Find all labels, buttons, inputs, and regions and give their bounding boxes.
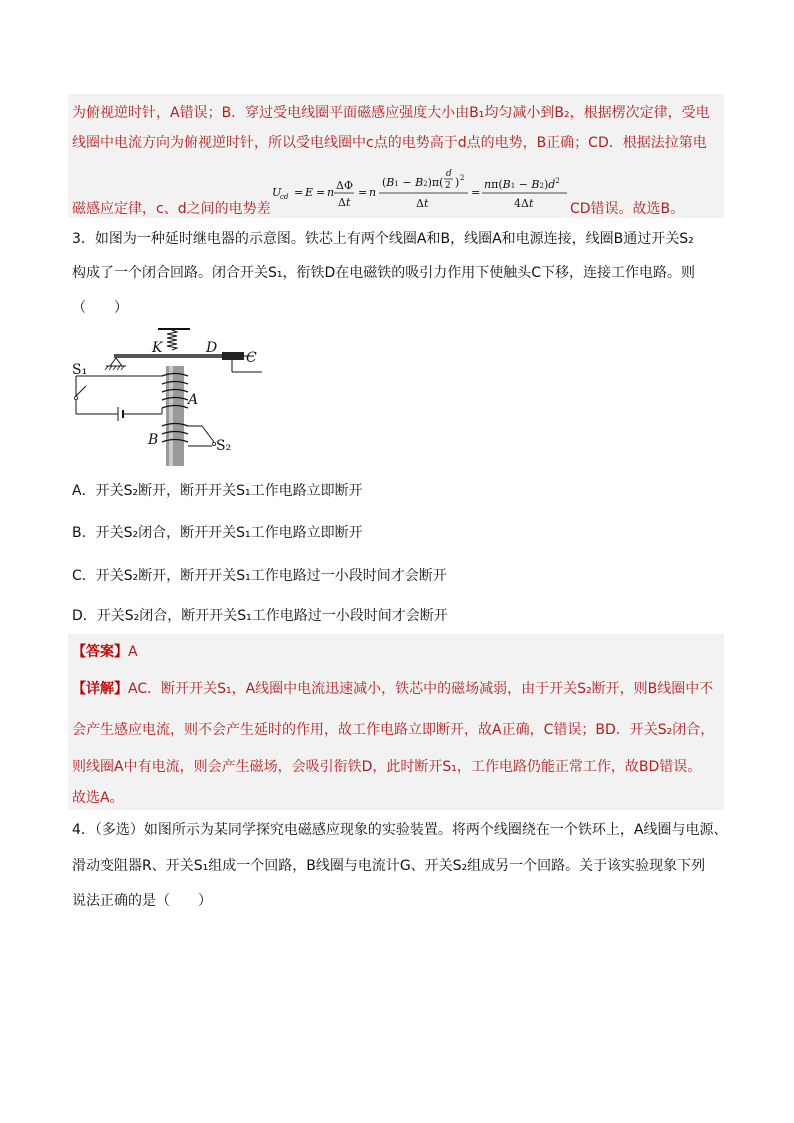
q4-stem-line-2: 滑动变阻器R、开关S₁组成一个回路，B线圈与电流计G、开关S₂组成另一个回路。关于该实验现象下列 [72,858,706,874]
label-s2: S₂ [216,438,232,454]
q3-detail-line-3: 则线圈A中有电流，则会产生磁场，会吸引衔铁D，此时断开S₁，工作电路仍能正常工作，故BD错误。 [72,759,702,775]
svg-text:=: = [358,186,368,199]
q4-stem-line-1: 4．（多选）如图所示为某同学探究电磁感应现象的实验装置。将两个线圈绕在一个铁环上，A线圈与电源、 [72,822,728,838]
detail-text-1: AC．断开开关S₁，A线圈中电流迅速减小，铁芯中的磁场减弱，由于开关S₂断开，则B线圈中不 [128,681,714,697]
prev-explanation-line-3a: 磁感应定律，c、d之间的电势差 [72,201,271,217]
spring-k [167,330,177,350]
svg-text:=: = [316,186,326,199]
prev-explanation-line-3b: CD错误。故选B。 [570,201,685,217]
contact-c [222,352,244,360]
svg-text:Δt: Δt [416,197,429,210]
svg-text:E: E [305,186,314,199]
svg-text:n: n [369,186,377,199]
label-k: K [152,340,163,356]
q3-option-d: D．开关S₂闭合，断开开关S₁工作电路过一小段时间才会断开 [72,608,448,624]
switch-s1 [76,386,86,396]
svg-text:): ) [455,176,460,189]
label-c: C [246,350,257,366]
svg-text:2: 2 [460,174,465,182]
prev-explanation-line-2: 线圈中电流方向为俯视逆时针，所以受电线圈中c点的电势高于d点的电势，B正确；CD．根据法拉第电 [72,135,707,151]
q3-stem-line-2: 构成了一个闭合回路。闭合开关S₁，衔铁D在电磁铁的吸引力作用下使触头C下移，连接工作电路。则 [72,265,696,281]
svg-text:=: = [471,186,481,199]
relay-diagram [72,322,272,468]
svg-text:4Δt: 4Δt [514,197,534,210]
q3-stem-line-1: 3．如图为一种延时继电器的示意图。铁芯上有两个线圈A和B，线圈A和电源连接，线圈B通过开关S₂ [72,231,694,247]
svg-text:n: n [327,186,335,199]
relay-diagram-svg [72,322,272,468]
q3-option-a: A．开关S₂断开，断开开关S₁工作电路立即断开 [72,483,363,499]
label-s1: S₁ [72,362,88,378]
svg-text:ΔΦ: ΔΦ [336,179,353,192]
q4-stem-line-3: 说法正确的是（ ） [72,893,212,909]
svg-text:d: d [446,169,452,179]
label-d: D [206,340,218,356]
prev-explanation-line-1: 为俯视逆时针，A错误；B．穿过受电线圈平面磁感应强度大小由B₁均匀减小到B₂，根据楞次定律，受电 [72,105,710,121]
svg-text:2: 2 [445,181,451,191]
q3-stem-line-3: （ ） [72,300,128,316]
answer-label: 【答案】 [72,644,128,660]
q3-detail-line-2: 会产生感应电流，则不会产生延时的作用，故工作电路立即断开，故A正确，C错误；BD．开关S₂闭合， [72,722,715,738]
emf-formula-svg [270,162,570,214]
svg-text:nπ(B1 − B2)d2: $n\pi(B1 - B2)d^2$ [484,177,560,191]
switch-s2 [202,426,214,442]
q3-detail-line-1 [72,679,713,699]
label-b: B [148,432,159,448]
answer-value: A [128,644,138,660]
q3-option-b: B．开关S₂闭合，断开开关S₁工作电路立即断开 [72,525,363,541]
emf-formula [270,162,570,214]
detail-label: 【详解】 [72,681,128,697]
svg-text:cd: cd [280,193,289,201]
pivot [110,358,122,366]
label-a: A [188,392,199,408]
q3-answer [72,642,138,662]
q3-detail-line-4: 故选A。 [72,790,124,806]
svg-text:Δt: Δt [338,196,351,209]
svg-text:U: U [272,186,282,199]
svg-text:=: = [294,186,304,199]
q3-option-c: C．开关S₂断开，断开开关S₁工作电路过一小段时间才会断开 [72,568,447,584]
svg-text:(B1 − B2)π(: (B1 − B2)π( [382,176,444,189]
